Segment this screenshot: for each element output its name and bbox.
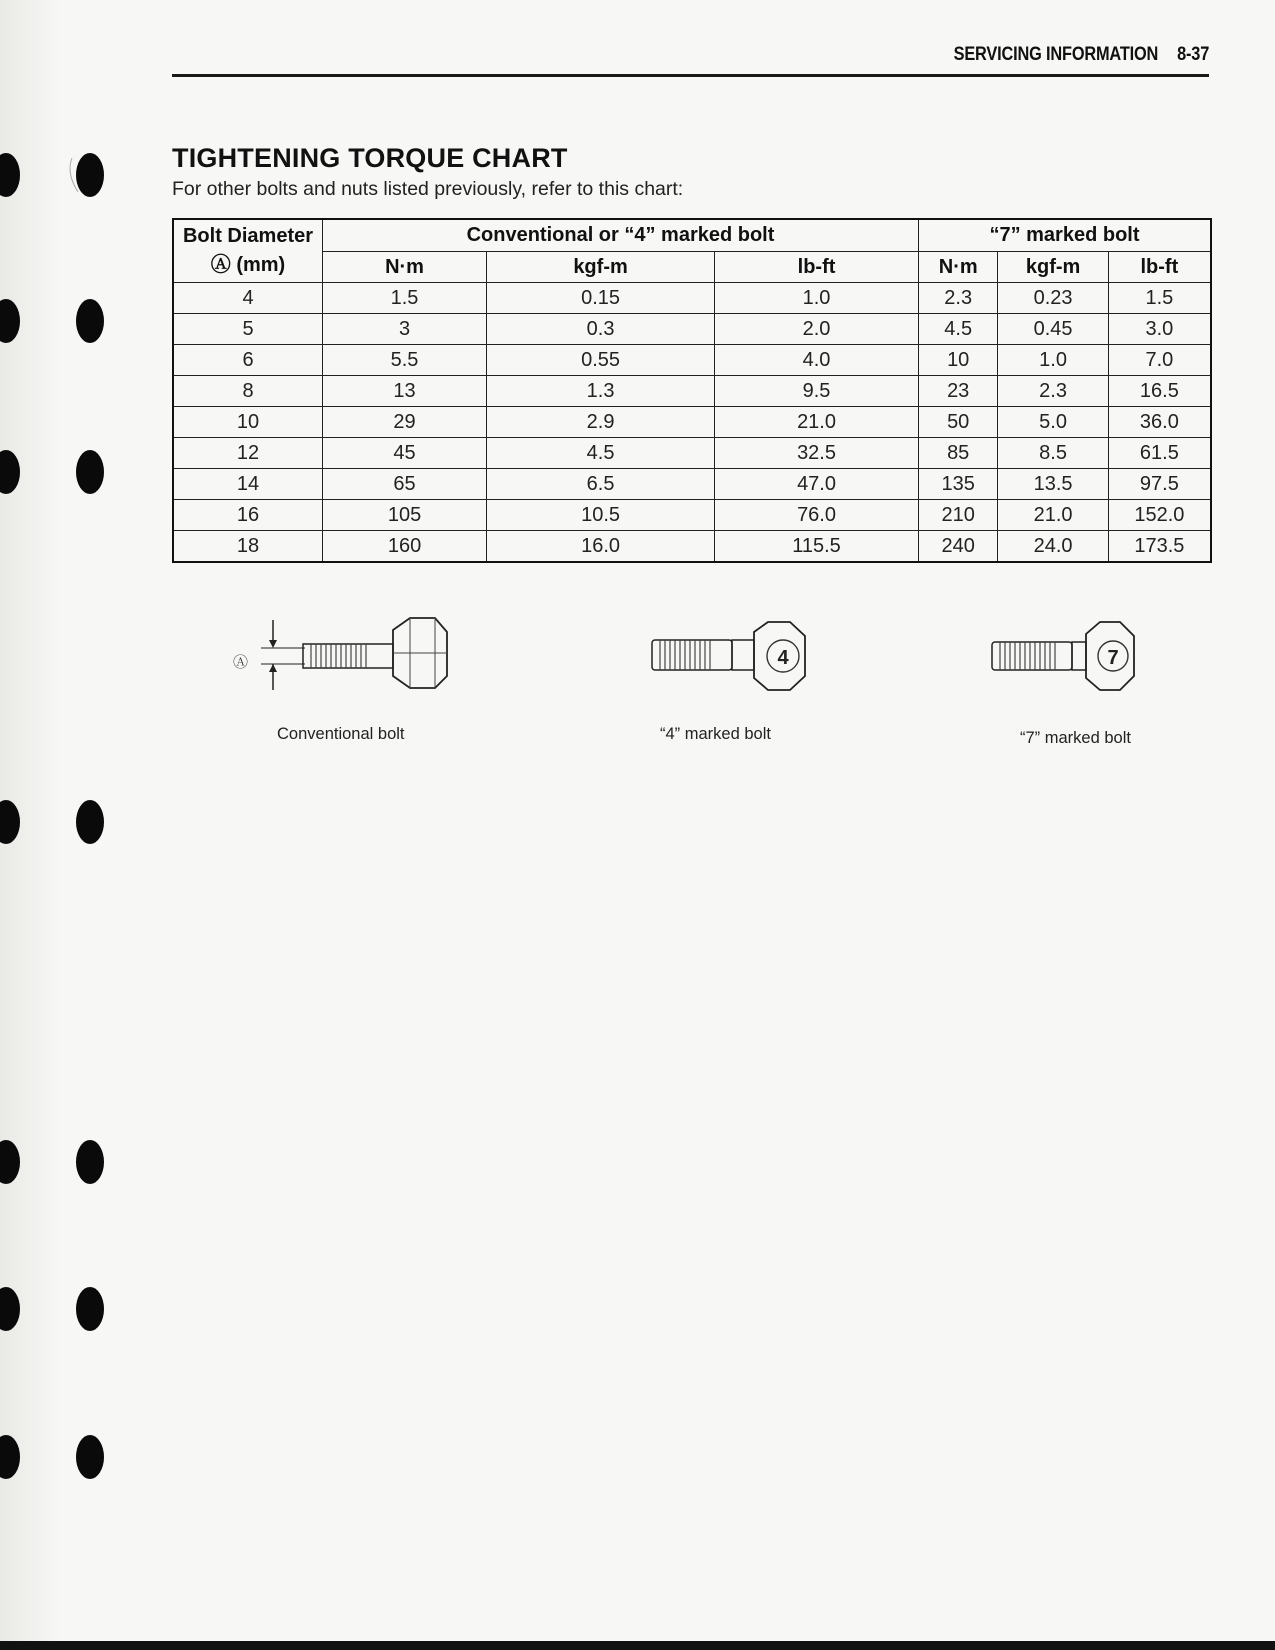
bolt-diameter-label: Bolt Diameter [182,225,314,247]
unit-header: lb-ft [715,252,919,283]
torque-table [172,218,1212,563]
torque-value-cell: 1.5 [323,283,487,314]
torque-value-cell: 23 [919,376,998,407]
bolt-diameter-cell: 6 [173,345,323,376]
four-marked-bolt-figure [650,618,820,696]
four-marked-bolt-caption: “4” marked bolt [660,725,771,743]
page-title: TIGHTENING TORQUE CHART [172,143,568,173]
page-subtitle: For other bolts and nuts listed previously, refer to this chart: [172,178,684,200]
header-rule [172,74,1209,77]
torque-value-cell: 16.5 [1108,376,1211,407]
bolt-diameter-cell: 4 [173,283,323,314]
torque-value-cell: 21.0 [715,407,919,438]
punch-hole-icon [0,797,110,847]
torque-value-cell: 1.0 [715,283,919,314]
torque-value-cell: 4.5 [487,438,715,469]
page-number: 8-37 [1176,44,1209,65]
torque-value-cell: 4.0 [715,345,919,376]
bolt-diameter-cell: 12 [173,438,323,469]
table-row [173,500,1211,531]
torque-value-cell: 3 [323,314,487,345]
torque-value-cell: 76.0 [715,500,919,531]
four-head-mark: 4 [777,647,789,669]
bolt-diameter-cell: 14 [173,469,323,500]
torque-value-cell: 0.45 [998,314,1108,345]
bolt-diameter-cell: 5 [173,314,323,345]
torque-value-cell: 32.5 [715,438,919,469]
torque-value-cell: 160 [323,531,487,563]
running-header [935,44,1209,66]
torque-value-cell: 1.0 [998,345,1108,376]
table-row [173,531,1211,563]
torque-value-cell: 36.0 [1108,407,1211,438]
torque-value-cell: 240 [919,531,998,563]
torque-value-cell: 135 [919,469,998,500]
seven-marked-bolt-figure [990,618,1150,696]
punch-hole-icon [0,150,110,200]
punch-hole-icon [0,1137,110,1187]
torque-value-cell: 2.3 [998,376,1108,407]
torque-value-cell: 47.0 [715,469,919,500]
torque-value-cell: 0.55 [487,345,715,376]
table-row [173,438,1211,469]
bolt-diameter-cell: 16 [173,500,323,531]
punch-hole-icon [0,1432,110,1482]
bolt-diameter-cell: 10 [173,407,323,438]
bolt-diameter-header [173,219,323,283]
punch-hole-icon [0,296,110,346]
torque-table-body [173,283,1211,563]
section-name: SERVICING INFORMATION [953,44,1159,65]
punch-hole-icon [0,447,110,497]
unit-header: N·m [323,252,487,283]
torque-value-cell: 10 [919,345,998,376]
torque-value-cell: 0.15 [487,283,715,314]
bolt-diameter-cell: 8 [173,376,323,407]
torque-value-cell: 152.0 [1108,500,1211,531]
torque-value-cell: 173.5 [1108,531,1211,563]
table-row [173,407,1211,438]
conventional-bolt-figure [225,610,465,695]
torque-value-cell: 65 [323,469,487,500]
table-row [173,314,1211,345]
torque-value-cell: 5.0 [998,407,1108,438]
torque-value-cell: 97.5 [1108,469,1211,500]
torque-value-cell: 7.0 [1108,345,1211,376]
torque-value-cell: 6.5 [487,469,715,500]
torque-value-cell: 210 [919,500,998,531]
torque-value-cell: 5.5 [323,345,487,376]
unit-header: kgf-m [998,252,1108,283]
torque-value-cell: 4.5 [919,314,998,345]
torque-value-cell: 10.5 [487,500,715,531]
torque-value-cell: 9.5 [715,376,919,407]
torque-value-cell: 61.5 [1108,438,1211,469]
torque-value-cell: 24.0 [998,531,1108,563]
torque-value-cell: 21.0 [998,500,1108,531]
unit-header: N·m [919,252,998,283]
torque-value-cell: 0.23 [998,283,1108,314]
torque-value-cell: 85 [919,438,998,469]
torque-value-cell: 115.5 [715,531,919,563]
torque-value-cell: 2.3 [919,283,998,314]
torque-value-cell: 45 [323,438,487,469]
punch-hole-icon [0,1284,110,1334]
bolt-diameter-cell: 18 [173,531,323,563]
torque-value-cell: 3.0 [1108,314,1211,345]
torque-value-cell: 2.9 [487,407,715,438]
unit-header: kgf-m [487,252,715,283]
table-row [173,469,1211,500]
dimension-marker-label: Ⓐ [233,654,249,671]
seven-marked-bolt-caption: “7” marked bolt [1020,729,1131,747]
torque-value-cell: 13 [323,376,487,407]
table-row [173,376,1211,407]
torque-value-cell: 16.0 [487,531,715,563]
seven-marked-group-header: “7” marked bolt [919,219,1212,252]
table-row [173,283,1211,314]
torque-value-cell: 1.5 [1108,283,1211,314]
table-row [173,345,1211,376]
torque-value-cell: 1.3 [487,376,715,407]
conventional-group-header: Conventional or “4” marked bolt [323,219,919,252]
torque-value-cell: 50 [919,407,998,438]
torque-value-cell: 2.0 [715,314,919,345]
torque-value-cell: 8.5 [998,438,1108,469]
torque-value-cell: 29 [323,407,487,438]
seven-head-mark: 7 [1107,647,1119,669]
conventional-bolt-caption: Conventional bolt [277,725,405,743]
bottom-edge [0,1641,1275,1650]
torque-value-cell: 0.3 [487,314,715,345]
torque-value-cell: 105 [323,500,487,531]
bolt-diameter-unit: Ⓐ (mm) [210,254,286,276]
unit-header: lb-ft [1108,252,1211,283]
torque-value-cell: 13.5 [998,469,1108,500]
